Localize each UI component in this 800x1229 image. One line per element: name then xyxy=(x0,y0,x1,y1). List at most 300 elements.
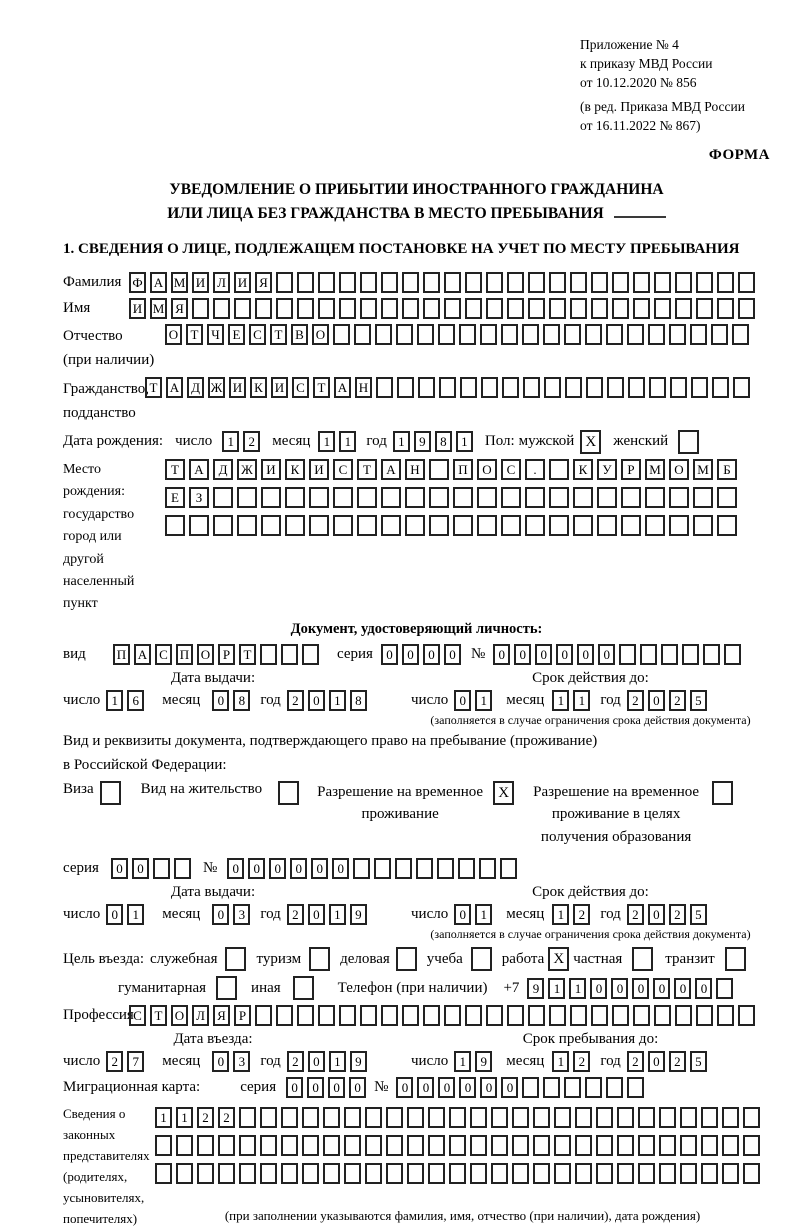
char-cell[interactable] xyxy=(428,1107,445,1128)
char-cell[interactable] xyxy=(444,1005,461,1026)
char-cell[interactable] xyxy=(438,324,455,345)
char-cell[interactable]: О xyxy=(477,459,497,480)
char-cell[interactable] xyxy=(533,1135,550,1156)
char-cell[interactable] xyxy=(512,1135,529,1156)
char-cell[interactable]: Я xyxy=(213,1005,230,1026)
char-cell[interactable] xyxy=(627,1077,644,1098)
char-cell[interactable] xyxy=(738,1005,755,1026)
char-cell[interactable]: 1 xyxy=(456,431,473,452)
char-cell[interactable] xyxy=(189,515,209,536)
char-cell[interactable] xyxy=(693,515,713,536)
char-cell[interactable]: 3 xyxy=(233,1051,250,1072)
char-cell[interactable] xyxy=(176,1163,193,1184)
char-cell[interactable] xyxy=(500,858,517,879)
char-cell[interactable] xyxy=(501,487,521,508)
char-cell[interactable] xyxy=(481,377,498,398)
char-cell[interactable] xyxy=(570,298,587,319)
char-cell[interactable] xyxy=(333,515,353,536)
char-cell[interactable]: 1 xyxy=(127,904,144,925)
char-cell[interactable]: 0 xyxy=(402,644,419,665)
char-cell[interactable]: С xyxy=(333,459,353,480)
char-cell[interactable] xyxy=(439,377,456,398)
temp-permit-edu-checkbox[interactable] xyxy=(712,781,733,805)
char-cell[interactable] xyxy=(549,1005,566,1026)
char-cell[interactable] xyxy=(543,324,560,345)
char-cell[interactable] xyxy=(691,377,708,398)
char-cell[interactable]: 0 xyxy=(290,858,307,879)
char-cell[interactable] xyxy=(470,1135,487,1156)
char-cell[interactable]: Я xyxy=(171,298,188,319)
char-cell[interactable]: 1 xyxy=(329,690,346,711)
char-cell[interactable]: 0 xyxy=(227,858,244,879)
char-cell[interactable]: 2 xyxy=(218,1107,235,1128)
char-cell[interactable]: 0 xyxy=(577,644,594,665)
char-cell[interactable] xyxy=(302,1135,319,1156)
char-cell[interactable] xyxy=(645,487,665,508)
char-cell[interactable] xyxy=(402,272,419,293)
char-cell[interactable] xyxy=(360,272,377,293)
char-cell[interactable]: 2 xyxy=(669,690,686,711)
char-cell[interactable]: С xyxy=(155,644,172,665)
char-cell[interactable]: П xyxy=(453,459,473,480)
char-cell[interactable] xyxy=(575,1135,592,1156)
visa-checkbox[interactable] xyxy=(100,781,121,805)
char-cell[interactable]: 0 xyxy=(598,644,615,665)
char-cell[interactable]: 0 xyxy=(674,978,691,999)
char-cell[interactable] xyxy=(459,324,476,345)
char-cell[interactable]: 0 xyxy=(454,690,471,711)
char-cell[interactable] xyxy=(357,487,377,508)
char-cell[interactable] xyxy=(381,487,401,508)
char-cell[interactable]: 5 xyxy=(690,690,707,711)
char-cell[interactable] xyxy=(302,1107,319,1128)
char-cell[interactable] xyxy=(732,324,749,345)
char-cell[interactable] xyxy=(444,272,461,293)
char-cell[interactable] xyxy=(407,1135,424,1156)
char-cell[interactable]: 0 xyxy=(632,978,649,999)
char-cell[interactable]: 1 xyxy=(176,1107,193,1128)
char-cell[interactable] xyxy=(575,1107,592,1128)
char-cell[interactable] xyxy=(276,272,293,293)
char-cell[interactable] xyxy=(696,298,713,319)
char-cell[interactable] xyxy=(612,272,629,293)
char-cell[interactable] xyxy=(353,858,370,879)
char-cell[interactable]: 1 xyxy=(475,904,492,925)
char-cell[interactable] xyxy=(680,1135,697,1156)
char-cell[interactable]: 2 xyxy=(627,904,644,925)
char-cell[interactable] xyxy=(654,1005,671,1026)
char-cell[interactable]: Т xyxy=(150,1005,167,1026)
char-cell[interactable] xyxy=(680,1163,697,1184)
char-cell[interactable]: 2 xyxy=(197,1107,214,1128)
char-cell[interactable] xyxy=(502,377,519,398)
char-cell[interactable]: 0 xyxy=(590,978,607,999)
char-cell[interactable] xyxy=(449,1107,466,1128)
char-cell[interactable] xyxy=(722,1163,739,1184)
char-cell[interactable] xyxy=(549,298,566,319)
char-cell[interactable] xyxy=(302,644,319,665)
official-checkbox[interactable] xyxy=(225,947,246,971)
char-cell[interactable] xyxy=(360,298,377,319)
char-cell[interactable] xyxy=(453,515,473,536)
char-cell[interactable]: С xyxy=(129,1005,146,1026)
char-cell[interactable]: Е xyxy=(165,487,185,508)
char-cell[interactable] xyxy=(237,487,257,508)
char-cell[interactable] xyxy=(357,515,377,536)
char-cell[interactable] xyxy=(449,1135,466,1156)
char-cell[interactable] xyxy=(565,377,582,398)
char-cell[interactable] xyxy=(423,272,440,293)
char-cell[interactable] xyxy=(638,1107,655,1128)
char-cell[interactable] xyxy=(554,1135,571,1156)
char-cell[interactable] xyxy=(649,377,666,398)
char-cell[interactable] xyxy=(512,1163,529,1184)
char-cell[interactable]: 1 xyxy=(475,690,492,711)
char-cell[interactable]: 1 xyxy=(573,690,590,711)
char-cell[interactable] xyxy=(661,644,678,665)
char-cell[interactable] xyxy=(323,1135,340,1156)
char-cell[interactable]: О xyxy=(171,1005,188,1026)
char-cell[interactable]: 0 xyxy=(212,690,229,711)
char-cell[interactable] xyxy=(239,1135,256,1156)
char-cell[interactable] xyxy=(376,377,393,398)
char-cell[interactable]: Т xyxy=(357,459,377,480)
char-cell[interactable] xyxy=(528,272,545,293)
work-checkbox[interactable]: X xyxy=(548,947,569,971)
char-cell[interactable] xyxy=(507,272,524,293)
transit-checkbox[interactable] xyxy=(725,947,746,971)
char-cell[interactable]: Т xyxy=(313,377,330,398)
char-cell[interactable]: 0 xyxy=(535,644,552,665)
char-cell[interactable] xyxy=(365,1107,382,1128)
char-cell[interactable] xyxy=(717,272,734,293)
char-cell[interactable] xyxy=(153,858,170,879)
char-cell[interactable]: М xyxy=(171,272,188,293)
char-cell[interactable]: Ч xyxy=(207,324,224,345)
char-cell[interactable]: 9 xyxy=(414,431,431,452)
char-cell[interactable] xyxy=(381,298,398,319)
char-cell[interactable] xyxy=(701,1163,718,1184)
char-cell[interactable]: Н xyxy=(405,459,425,480)
char-cell[interactable] xyxy=(523,377,540,398)
char-cell[interactable] xyxy=(297,298,314,319)
char-cell[interactable] xyxy=(386,1107,403,1128)
char-cell[interactable]: А xyxy=(189,459,209,480)
char-cell[interactable] xyxy=(491,1107,508,1128)
char-cell[interactable]: А xyxy=(134,644,151,665)
char-cell[interactable] xyxy=(606,324,623,345)
char-cell[interactable] xyxy=(374,858,391,879)
char-cell[interactable]: А xyxy=(334,377,351,398)
char-cell[interactable] xyxy=(525,515,545,536)
char-cell[interactable]: 1 xyxy=(339,431,356,452)
char-cell[interactable] xyxy=(486,272,503,293)
char-cell[interactable]: М xyxy=(150,298,167,319)
char-cell[interactable] xyxy=(281,644,298,665)
char-cell[interactable]: 0 xyxy=(308,690,325,711)
char-cell[interactable]: И xyxy=(234,272,251,293)
char-cell[interactable] xyxy=(285,515,305,536)
char-cell[interactable] xyxy=(669,324,686,345)
char-cell[interactable] xyxy=(470,1163,487,1184)
char-cell[interactable]: Л xyxy=(213,272,230,293)
char-cell[interactable]: 0 xyxy=(328,1077,345,1098)
char-cell[interactable] xyxy=(591,272,608,293)
char-cell[interactable]: 9 xyxy=(527,978,544,999)
char-cell[interactable]: 1 xyxy=(222,431,239,452)
char-cell[interactable] xyxy=(543,1077,560,1098)
char-cell[interactable] xyxy=(365,1163,382,1184)
char-cell[interactable] xyxy=(621,515,641,536)
char-cell[interactable] xyxy=(197,1135,214,1156)
char-cell[interactable]: 9 xyxy=(350,1051,367,1072)
char-cell[interactable] xyxy=(234,298,251,319)
char-cell[interactable] xyxy=(276,298,293,319)
char-cell[interactable] xyxy=(606,1077,623,1098)
char-cell[interactable]: 0 xyxy=(648,690,665,711)
char-cell[interactable]: 1 xyxy=(393,431,410,452)
char-cell[interactable]: К xyxy=(285,459,305,480)
char-cell[interactable]: 0 xyxy=(311,858,328,879)
char-cell[interactable] xyxy=(302,1163,319,1184)
char-cell[interactable] xyxy=(617,1107,634,1128)
char-cell[interactable] xyxy=(260,644,277,665)
char-cell[interactable]: 0 xyxy=(332,858,349,879)
char-cell[interactable] xyxy=(596,1163,613,1184)
char-cell[interactable] xyxy=(407,1163,424,1184)
char-cell[interactable] xyxy=(285,487,305,508)
char-cell[interactable] xyxy=(528,298,545,319)
char-cell[interactable] xyxy=(549,515,569,536)
char-cell[interactable]: Ж xyxy=(208,377,225,398)
char-cell[interactable]: 1 xyxy=(552,1051,569,1072)
char-cell[interactable]: 0 xyxy=(648,1051,665,1072)
char-cell[interactable] xyxy=(429,459,449,480)
char-cell[interactable]: 3 xyxy=(233,904,250,925)
char-cell[interactable] xyxy=(533,1107,550,1128)
char-cell[interactable] xyxy=(570,1005,587,1026)
char-cell[interactable]: 2 xyxy=(573,1051,590,1072)
char-cell[interactable] xyxy=(237,515,257,536)
char-cell[interactable] xyxy=(261,515,281,536)
char-cell[interactable]: 6 xyxy=(127,690,144,711)
char-cell[interactable] xyxy=(297,272,314,293)
char-cell[interactable] xyxy=(218,1135,235,1156)
char-cell[interactable]: 0 xyxy=(514,644,531,665)
char-cell[interactable]: А xyxy=(166,377,183,398)
char-cell[interactable]: 1 xyxy=(552,690,569,711)
char-cell[interactable] xyxy=(627,324,644,345)
char-cell[interactable]: 1 xyxy=(454,1051,471,1072)
char-cell[interactable] xyxy=(360,1005,377,1026)
char-cell[interactable]: Е xyxy=(228,324,245,345)
char-cell[interactable] xyxy=(417,324,434,345)
char-cell[interactable] xyxy=(621,487,641,508)
char-cell[interactable]: Т xyxy=(186,324,203,345)
char-cell[interactable] xyxy=(696,1005,713,1026)
char-cell[interactable]: Р xyxy=(234,1005,251,1026)
char-cell[interactable]: И xyxy=(261,459,281,480)
char-cell[interactable]: 0 xyxy=(132,858,149,879)
char-cell[interactable] xyxy=(309,515,329,536)
char-cell[interactable] xyxy=(693,487,713,508)
char-cell[interactable] xyxy=(239,1107,256,1128)
tourism-checkbox[interactable] xyxy=(309,947,330,971)
char-cell[interactable]: 0 xyxy=(695,978,712,999)
char-cell[interactable]: И xyxy=(229,377,246,398)
char-cell[interactable] xyxy=(354,324,371,345)
char-cell[interactable] xyxy=(596,1107,613,1128)
humanitarian-checkbox[interactable] xyxy=(216,976,237,1000)
char-cell[interactable] xyxy=(405,487,425,508)
char-cell[interactable] xyxy=(460,377,477,398)
char-cell[interactable]: Т xyxy=(239,644,256,665)
char-cell[interactable]: 0 xyxy=(454,904,471,925)
char-cell[interactable] xyxy=(501,515,521,536)
char-cell[interactable]: Р xyxy=(621,459,641,480)
char-cell[interactable]: Д xyxy=(187,377,204,398)
char-cell[interactable]: Л xyxy=(192,1005,209,1026)
char-cell[interactable] xyxy=(682,644,699,665)
char-cell[interactable] xyxy=(612,298,629,319)
char-cell[interactable]: 2 xyxy=(287,690,304,711)
char-cell[interactable]: 0 xyxy=(248,858,265,879)
char-cell[interactable]: 1 xyxy=(552,904,569,925)
char-cell[interactable] xyxy=(645,515,665,536)
char-cell[interactable]: 0 xyxy=(648,904,665,925)
char-cell[interactable]: 2 xyxy=(287,904,304,925)
char-cell[interactable] xyxy=(281,1107,298,1128)
char-cell[interactable] xyxy=(213,515,233,536)
char-cell[interactable] xyxy=(477,515,497,536)
char-cell[interactable]: И xyxy=(192,272,209,293)
char-cell[interactable] xyxy=(281,1135,298,1156)
char-cell[interactable]: 0 xyxy=(417,1077,434,1098)
char-cell[interactable] xyxy=(680,1107,697,1128)
char-cell[interactable] xyxy=(155,1135,172,1156)
char-cell[interactable] xyxy=(659,1163,676,1184)
char-cell[interactable] xyxy=(386,1135,403,1156)
char-cell[interactable]: 2 xyxy=(106,1051,123,1072)
char-cell[interactable]: П xyxy=(176,644,193,665)
char-cell[interactable] xyxy=(344,1135,361,1156)
char-cell[interactable] xyxy=(573,487,593,508)
char-cell[interactable] xyxy=(465,1005,482,1026)
char-cell[interactable]: 1 xyxy=(155,1107,172,1128)
char-cell[interactable] xyxy=(564,324,581,345)
char-cell[interactable] xyxy=(260,1135,277,1156)
char-cell[interactable]: 1 xyxy=(548,978,565,999)
female-checkbox[interactable] xyxy=(678,430,699,454)
char-cell[interactable] xyxy=(591,1005,608,1026)
char-cell[interactable] xyxy=(717,298,734,319)
char-cell[interactable] xyxy=(276,1005,293,1026)
char-cell[interactable] xyxy=(407,1107,424,1128)
char-cell[interactable]: 8 xyxy=(350,690,367,711)
char-cell[interactable] xyxy=(381,1005,398,1026)
char-cell[interactable] xyxy=(554,1163,571,1184)
char-cell[interactable] xyxy=(722,1135,739,1156)
char-cell[interactable]: 0 xyxy=(396,1077,413,1098)
char-cell[interactable]: 0 xyxy=(493,644,510,665)
char-cell[interactable] xyxy=(717,1005,734,1026)
char-cell[interactable] xyxy=(318,272,335,293)
char-cell[interactable] xyxy=(675,298,692,319)
char-cell[interactable]: 9 xyxy=(350,904,367,925)
char-cell[interactable] xyxy=(174,858,191,879)
char-cell[interactable] xyxy=(395,858,412,879)
char-cell[interactable] xyxy=(428,1135,445,1156)
char-cell[interactable]: 9 xyxy=(475,1051,492,1072)
char-cell[interactable] xyxy=(597,515,617,536)
char-cell[interactable]: В xyxy=(291,324,308,345)
temp-permit-checkbox[interactable]: X xyxy=(493,781,514,805)
char-cell[interactable] xyxy=(701,1135,718,1156)
char-cell[interactable] xyxy=(675,1005,692,1026)
char-cell[interactable]: М xyxy=(645,459,665,480)
char-cell[interactable] xyxy=(743,1135,760,1156)
char-cell[interactable] xyxy=(733,377,750,398)
char-cell[interactable]: Я xyxy=(255,272,272,293)
char-cell[interactable] xyxy=(669,515,689,536)
char-cell[interactable] xyxy=(477,487,497,508)
char-cell[interactable] xyxy=(480,324,497,345)
char-cell[interactable] xyxy=(659,1107,676,1128)
char-cell[interactable] xyxy=(453,487,473,508)
char-cell[interactable] xyxy=(465,298,482,319)
char-cell[interactable] xyxy=(507,1005,524,1026)
char-cell[interactable] xyxy=(333,487,353,508)
char-cell[interactable] xyxy=(591,298,608,319)
char-cell[interactable] xyxy=(423,298,440,319)
char-cell[interactable] xyxy=(528,1005,545,1026)
char-cell[interactable] xyxy=(638,1135,655,1156)
char-cell[interactable]: Ф xyxy=(129,272,146,293)
char-cell[interactable] xyxy=(549,487,569,508)
char-cell[interactable] xyxy=(213,298,230,319)
char-cell[interactable] xyxy=(470,1107,487,1128)
char-cell[interactable] xyxy=(585,324,602,345)
char-cell[interactable]: 2 xyxy=(669,1051,686,1072)
char-cell[interactable] xyxy=(711,324,728,345)
char-cell[interactable]: 0 xyxy=(459,1077,476,1098)
char-cell[interactable] xyxy=(339,298,356,319)
char-cell[interactable]: 0 xyxy=(423,644,440,665)
char-cell[interactable]: 0 xyxy=(111,858,128,879)
char-cell[interactable]: 0 xyxy=(286,1077,303,1098)
char-cell[interactable] xyxy=(633,272,650,293)
char-cell[interactable] xyxy=(522,1077,539,1098)
char-cell[interactable]: Б xyxy=(717,459,737,480)
char-cell[interactable]: С xyxy=(292,377,309,398)
char-cell[interactable] xyxy=(564,1077,581,1098)
char-cell[interactable]: 0 xyxy=(106,904,123,925)
char-cell[interactable] xyxy=(155,1163,172,1184)
char-cell[interactable] xyxy=(712,377,729,398)
residence-permit-checkbox[interactable] xyxy=(278,781,299,805)
char-cell[interactable] xyxy=(365,1135,382,1156)
char-cell[interactable] xyxy=(397,377,414,398)
char-cell[interactable] xyxy=(344,1163,361,1184)
char-cell[interactable]: 5 xyxy=(690,1051,707,1072)
char-cell[interactable] xyxy=(633,1005,650,1026)
char-cell[interactable]: 0 xyxy=(308,904,325,925)
char-cell[interactable] xyxy=(260,1107,277,1128)
char-cell[interactable] xyxy=(669,487,689,508)
char-cell[interactable]: Т xyxy=(270,324,287,345)
private-checkbox[interactable] xyxy=(632,947,653,971)
char-cell[interactable]: 2 xyxy=(669,904,686,925)
